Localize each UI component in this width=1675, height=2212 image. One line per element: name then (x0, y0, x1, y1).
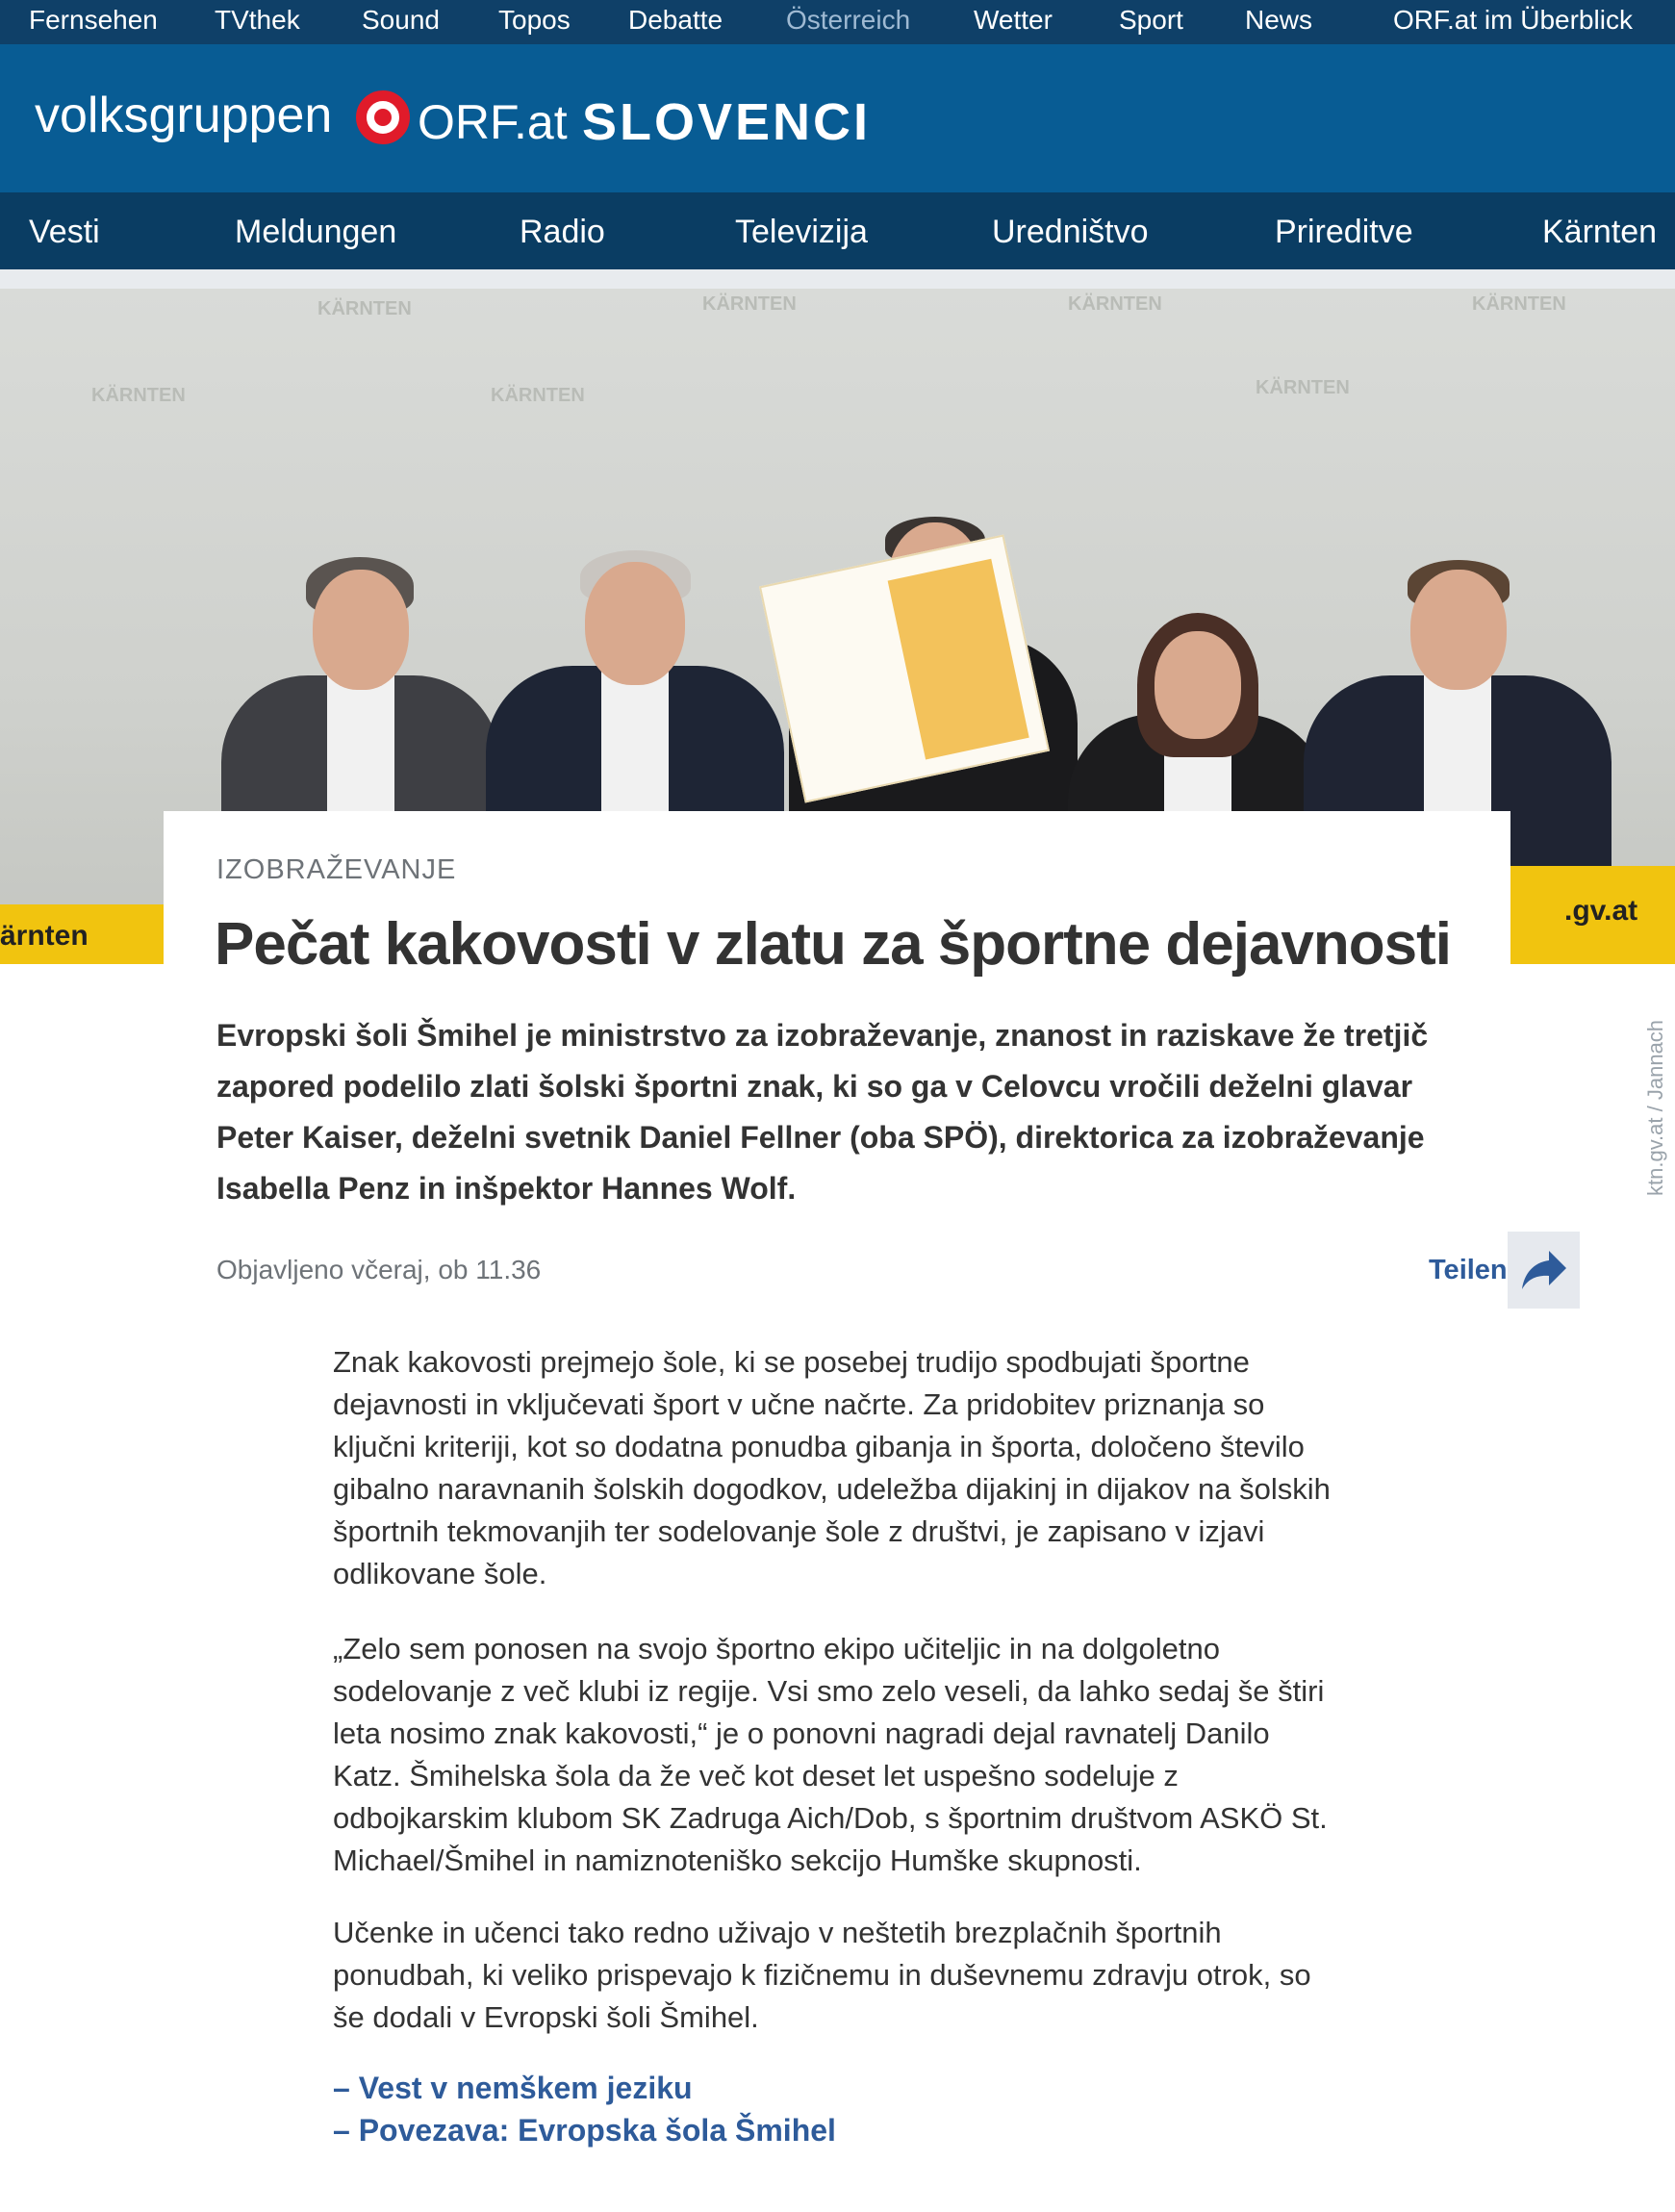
wall-lettering: KÄRNTEN (702, 293, 797, 315)
share-button[interactable] (1508, 1232, 1580, 1309)
section-nav-kaernten[interactable]: Kärnten (1542, 214, 1658, 250)
top-nav-fernsehen[interactable]: Fernsehen (29, 5, 158, 35)
top-nav-debatte[interactable]: Debatte (628, 5, 723, 35)
share-label[interactable]: Teilen (1429, 1255, 1508, 1285)
article-paragraph: Znak kakovosti prejmejo šole, ki se posebej trudijo spodbujati športne dejavnosti in vključevati šport v učne načrte. Za pridobitev priznanja so ključni kriteriji, kot so dodatna ponudba gibanja in športa, določeno število gibalno naravnanih šolskih dogodkov, udeležba dijakinj in dijakov na šolskih športnih tekmovanjih ter sodelovanje šole z društvi, je zapisano v izjavi odlikovane šole. (333, 1345, 1331, 1590)
section-nav-vesti[interactable]: Vesti (29, 214, 100, 250)
top-nav (0, 0, 1675, 44)
top-nav-wetter[interactable]: Wetter (974, 5, 1053, 35)
section-nav-radio[interactable]: Radio (520, 214, 605, 250)
banner-left-text: ärnten (0, 920, 89, 952)
site-header (0, 44, 1675, 192)
wall-lettering: KÄRNTEN (491, 385, 585, 406)
top-nav-sound[interactable]: Sound (362, 5, 440, 35)
photo-credit: ktn.gv.at / Jannach (1643, 1019, 1667, 1196)
section-nav-televizija[interactable]: Televizija (735, 214, 868, 250)
link-german-news[interactable]: – Vest v nemškem jeziku (333, 2071, 693, 2105)
wall-lettering: KÄRNTEN (1068, 293, 1162, 315)
article-category: IZOBRAŽEVANJE (216, 854, 457, 885)
kaernten-banner (0, 904, 164, 964)
share-arrow-icon (1520, 1249, 1568, 1291)
publish-date: Objavljeno včeraj, ob 11.36 (216, 1255, 542, 1284)
article-lead: Evropski šoli Šmihel je ministrstvo za izobraževanje, znanost in raziskave že tretjič zapored podelilo zlati šolski športni znak, ki so ga v Celovcu vročili deželni glavar Peter Kaiser, deželni svetnik Daniel Fellner (oba SPÖ), direktorica za izobraževanje Isabella Penz in inšpektor Hannes Wolf. (216, 1018, 1429, 1206)
orf-ring-logo-icon[interactable] (356, 90, 410, 144)
wall-lettering: KÄRNTEN (1256, 377, 1350, 398)
top-nav-news[interactable]: News (1245, 5, 1313, 35)
logo-orf-at[interactable]: ORF.at (418, 95, 568, 149)
section-nav-prireditve[interactable]: Prireditve (1275, 214, 1413, 250)
ktn-gv-banner (1510, 866, 1675, 964)
section-nav-meldungen[interactable]: Meldungen (235, 214, 397, 250)
nav-divider (0, 269, 1675, 289)
wall-lettering: KÄRNTEN (1472, 293, 1566, 315)
logo-volksgruppen[interactable]: volksgruppen (35, 88, 333, 143)
article-paragraph: Učenke in učenci tako redno uživajo v neštetih brezplačnih športnih ponudbah, ki veliko prispevajo k fizičnemu in duševnemu zdravju otrok, so še dodali v Evropski šoli Šmihel. (333, 1916, 1311, 2034)
article-paragraph: „Zelo sem ponosen na svojo športno ekipo učiteljic in na dolgoletno sodelovanje z več klubi iz regije. Vsi smo zelo veseli, da lahko sedaj še štiri leta nosimo znak kakovosti,“ je o ponovni nagradi dejal ravnatelj Danilo Katz. Šmihelska šola da že več kot deset let uspešno sodeluje z odbojkarskim klubom SK Zadruga Aich/Dob, s športnim društvom ASKÖ St. Michael/Šmihel in namiznoteniško sekcijo Humške skupnosti. (333, 1632, 1328, 1877)
section-title[interactable]: SLOVENCI (582, 93, 872, 151)
top-nav-oesterreich[interactable]: Österreich (786, 5, 911, 35)
top-nav-orf-overview[interactable]: ORF.at im Überblick (1393, 5, 1633, 35)
related-links (333, 2067, 836, 2151)
link-school-website[interactable]: – Povezava: Evropska šola Šmihel (333, 2113, 836, 2148)
top-nav-topos[interactable]: Topos (498, 5, 571, 35)
wall-lettering: KÄRNTEN (317, 298, 412, 319)
section-nav (0, 192, 1675, 269)
banner-right-text: .gv.at (1564, 895, 1638, 927)
top-nav-tvthek[interactable]: TVthek (215, 5, 300, 35)
wall-lettering: KÄRNTEN (91, 385, 186, 406)
top-nav-sport[interactable]: Sport (1119, 5, 1183, 35)
article-title: Pečat kakovosti v zlatu za športne dejavnosti (215, 911, 1452, 978)
section-nav-urednistvo[interactable]: Uredništvo (992, 214, 1149, 250)
article-header-card (164, 811, 1510, 1331)
